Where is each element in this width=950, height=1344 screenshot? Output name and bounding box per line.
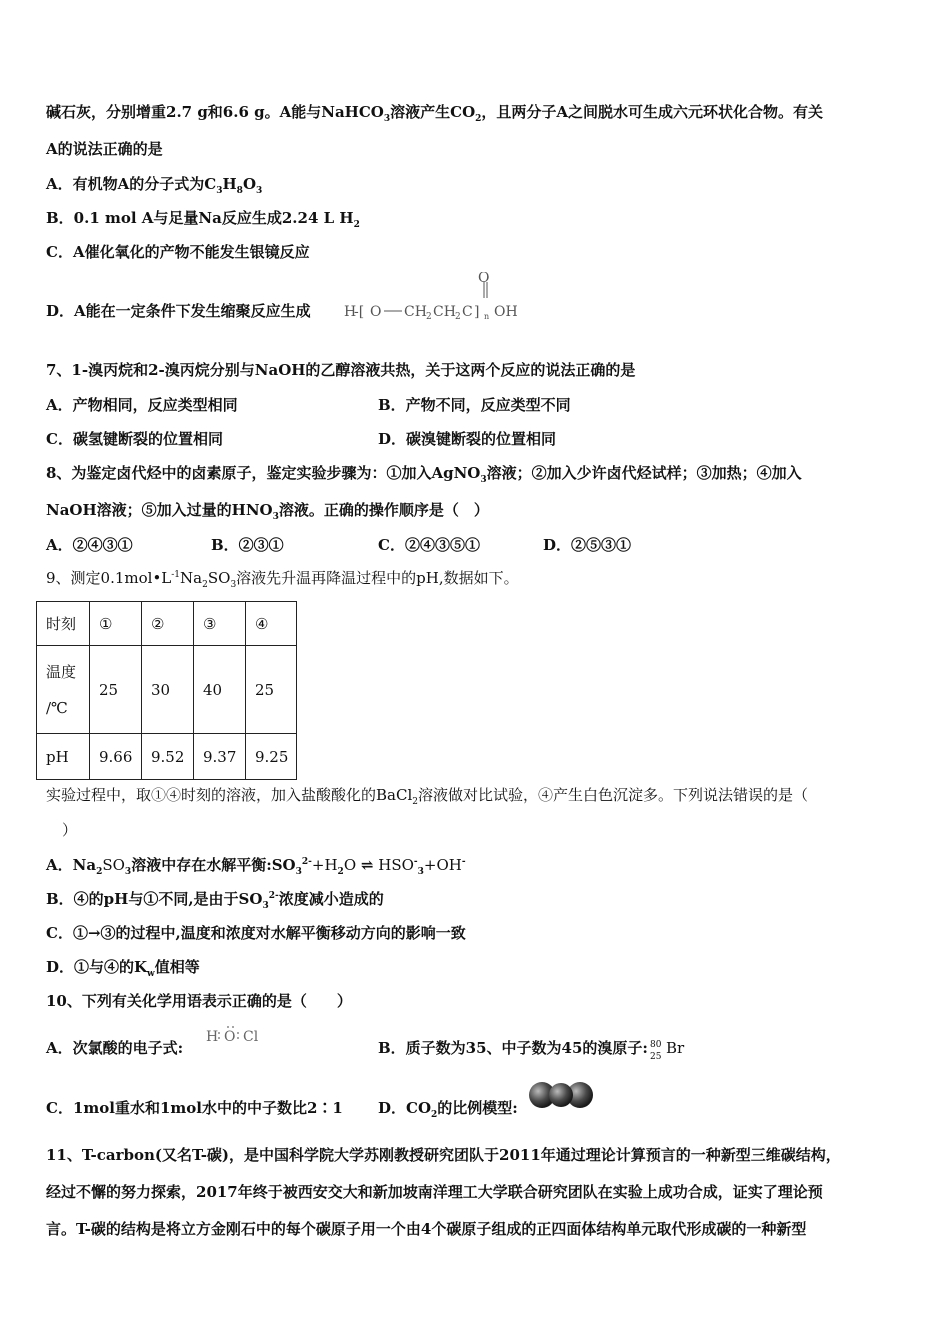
table-cell: 30 — [142, 646, 194, 734]
q10-option-b: B．质子数为35、中子数为45的溴原子: 80 25 Br — [378, 1039, 685, 1062]
svg-text:n: n — [484, 312, 490, 321]
table-cell: 9.25 — [246, 734, 297, 780]
q10-stem: 10、下列有关化学用语表示正确的是（ ） — [46, 992, 352, 1010]
table-cell: 40 — [194, 646, 246, 734]
q11-line2: 经过不懈的努力探索，2017年终于被西安交大和新加坡南洋理工大学联合研究团队在实验上成功合成，证实了理论预 — [46, 1183, 823, 1201]
svg-text:2: 2 — [426, 312, 432, 322]
co2-space-filling-model-image — [528, 1080, 594, 1110]
svg-text:OH: OH — [494, 304, 518, 320]
polyester-structure-image — [344, 272, 544, 322]
q8-stem-line1: 8、为鉴定卤代烃中的卤素原子，鉴定实验步骤为：①加入AgNO$_3$溶液；②加入少许卤代烃试样；③加热；④加入 — [46, 464, 802, 485]
svg-text:H: H — [344, 304, 357, 320]
table-cell: ① — [90, 602, 142, 646]
q9-option-b: B．④的pH与①不同,是由于$SO_3^{2-}$浓度减小造成的 — [46, 890, 384, 911]
svg-text:2: 2 — [455, 312, 461, 322]
q9-after-close: ） — [62, 821, 78, 839]
table-cell: ③ — [194, 602, 246, 646]
svg-text:CH: CH — [433, 304, 456, 320]
svg-text:O: O — [370, 304, 382, 320]
table-cell: 25 — [90, 646, 142, 734]
q6-option-c: C．A催化氧化的产物不能发生银镜反应 — [46, 243, 310, 261]
q11-line3: 言。T-碳的结构是将立方金刚石中的每个碳原子用一个由4个碳原子组成的正四面体结构单元取代形成碳的一种新型 — [46, 1220, 807, 1238]
table-cell: 温度 /℃ — [37, 646, 90, 734]
svg-text:]: ] — [474, 304, 480, 320]
q7-option-d: D．碳溴键断裂的位置相同 — [378, 430, 557, 448]
table-cell: 9.37 — [194, 734, 246, 780]
ph-data-table — [36, 601, 297, 780]
q9-after-text: 实验过程中，取①④时刻的溶液，加入盐酸酸化的BaCl$_2$溶液做对比试验，④产生白色沉淀多。下列说法错误的是（ — [46, 786, 808, 807]
q9-option-d: D．①与④的$K_w$值相等 — [46, 958, 200, 979]
q9-option-c: C．①→③的过程中,温度和浓度对水解平衡移动方向的影响一致 — [46, 924, 466, 942]
table-cell: 25 — [246, 646, 297, 734]
table-row — [37, 602, 297, 646]
svg-text:O: O — [478, 272, 490, 286]
q6-option-b: B．0.1 mol A与足量Na反应生成2.24 L $H_2$ — [46, 209, 360, 230]
q7-stem: 7、1-溴丙烷和2-溴丙烷分别与NaOH的乙醇溶液共热，关于这两个反应的说法正确的是 — [46, 361, 636, 379]
svg-text:CH: CH — [404, 304, 427, 320]
q7-option-c: C．碳氢键断裂的位置相同 — [46, 430, 223, 448]
q10-option-d: D．$CO_2$的比例模型: — [378, 1099, 518, 1120]
svg-text:Cl: Cl — [243, 1029, 259, 1045]
q6-option-d: D．A能在一定条件下发生缩聚反应生成 — [46, 302, 311, 320]
q11-line1: 11、T-carbon(又名T-碳)，是中国科学院大学苏刚教授研究团队于2011年通过理论计算预言的一种新型三维碳结构， — [46, 1146, 841, 1164]
q8-option-b: B．②③① — [211, 536, 284, 554]
table-cell: 时刻 — [37, 602, 90, 646]
table-cell: 9.52 — [142, 734, 194, 780]
table-cell: ② — [142, 602, 194, 646]
table-cell: 9.66 — [90, 734, 142, 780]
q9-stem: 9、测定$0.1mol•L^{-1}Na_2SO_3$溶液先升温再降温过程中的pH,数据如下。 — [46, 569, 519, 590]
svg-text:-[: -[ — [354, 304, 365, 320]
q6-option-a: A．有机物A的分子式为$C_3H_8O_3$ — [46, 175, 263, 196]
table-row — [37, 734, 297, 780]
q8-option-d: D．②⑤③① — [543, 536, 632, 554]
q6-intro-line2: A的说法正确的是 — [46, 140, 163, 158]
svg-text:C: C — [462, 304, 473, 320]
q8-option-c: C．②④③⑤① — [378, 536, 480, 554]
q10-option-c: C．1mol重水和1mol水中的中子数比2∶1 — [46, 1099, 343, 1117]
q6-intro-line1: 碱石灰，分别增重2.7 g和6.6 g。A能与NaHCO$_3$溶液产生$CO_2$，且两分子A之间脱水可生成六元环状化合物。有关 — [46, 103, 824, 124]
hypochlorous-electron-formula-image — [205, 1024, 267, 1046]
q9-option-a: A．$Na_2SO_3$溶液中存在水解平衡$:SO_3^{2-}+H_2O$ ⇌ $HSO^-_3+OH^-$ — [46, 856, 466, 877]
q8-stem-line2: NaOH溶液；⑤加入过量的$HNO_3$溶液。正确的操作顺序是（ ） — [46, 501, 489, 522]
table-cell: pH — [37, 734, 90, 780]
svg-text:H: H — [206, 1029, 219, 1045]
table-cell: ④ — [246, 602, 297, 646]
q8-option-a: A．②④③① — [46, 536, 133, 554]
q10-option-a: A．次氯酸的电子式: — [46, 1039, 184, 1057]
q7-option-b: B．产物不同，反应类型不同 — [378, 396, 571, 414]
q7-option-a: A．产物相同，反应类型相同 — [46, 396, 238, 414]
svg-text:O: O — [224, 1029, 236, 1045]
table-row — [37, 646, 297, 734]
